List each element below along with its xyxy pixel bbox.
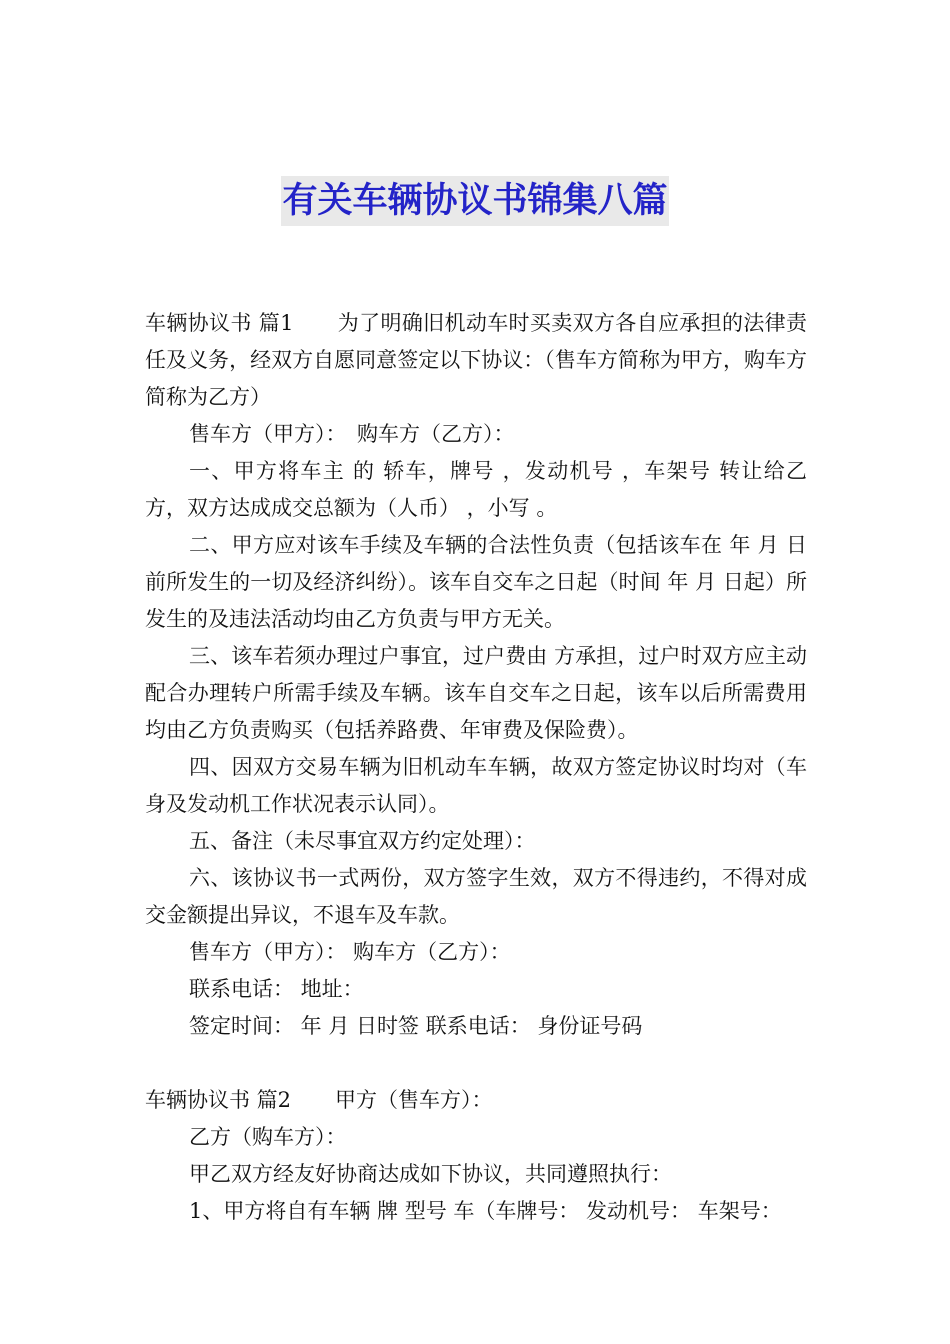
section2-party-a: 甲方（售车方）： <box>335 1088 493 1112</box>
section2-intro: 甲乙双方经友好协商达成如下协议，共同遵照执行： <box>189 1162 672 1186</box>
section2-first-paragraph <box>145 1082 807 1119</box>
section2-party-b: 乙方（购车方）： <box>189 1125 347 1149</box>
section1-clause5: 五、备注（未尽事宜双方约定处理）： <box>189 829 536 853</box>
section2-heading: 车辆协议书 篇2 <box>145 1088 292 1112</box>
section1-parties: 售车方（甲方）： 购车方（乙方）： <box>189 422 515 446</box>
section1-contact: 联系电话： 地址： <box>189 977 364 1001</box>
document-body <box>145 305 807 1230</box>
document-title: 有关车辆协议书锦集八篇 <box>281 176 668 226</box>
section1-clause1: 一、甲方将车主 的 轿车，牌号 ，发动机号 ，车架号 转让给乙方，双方达成成交总额为（人币） ，小写 。 <box>145 459 807 520</box>
section1-clause4: 四、因双方交易车辆为旧机动车车辆，故双方签定协议时均对（车身及发动机工作状况表示认同）。 <box>145 755 807 816</box>
section1-sign-time: 签定时间： 年 月 日时签 联系电话： 身份证号码 <box>189 1014 643 1038</box>
section1-clause6: 六、该协议书一式两份，双方签字生效，双方不得违约，不得对成交金额提出异议，不退车及车款。 <box>145 866 807 927</box>
section1-sign-parties: 售车方（甲方）： 购车方（乙方）： <box>189 940 511 964</box>
section1-first-paragraph <box>145 305 807 416</box>
document-title-wrap <box>0 176 950 226</box>
section1-intro: 为了明确旧机动车时买卖双方各自应承担的法律责任及义务，经双方自愿同意签定以下协议：（售车方简称为甲方，购车方简称为乙方） <box>145 311 808 409</box>
section2-clause1: 1、甲方将自有车辆 牌 型号 车（车牌号： 发动机号： 车架号： <box>189 1199 782 1223</box>
section1-heading: 车辆协议书 篇1 <box>145 311 294 335</box>
section1-clause2: 二、甲方应对该车手续及车辆的合法性负责（包括该车在 年 月 日前所发生的一切及经济纠纷）。该车自交车之日起（时间 年 月 日起）所发生的及违法活动均由乙方负责与甲方无关。 <box>145 533 807 631</box>
section1-clause3: 三、该车若须办理过户事宜，过户费由 方承担，过户时双方应主动配合办理转户所需手续及车辆。该车自交车之日起，该车以后所需费用均由乙方负责购买（包括养路费、年审费及保险费）。 <box>145 644 807 742</box>
section-gap <box>145 1045 807 1082</box>
